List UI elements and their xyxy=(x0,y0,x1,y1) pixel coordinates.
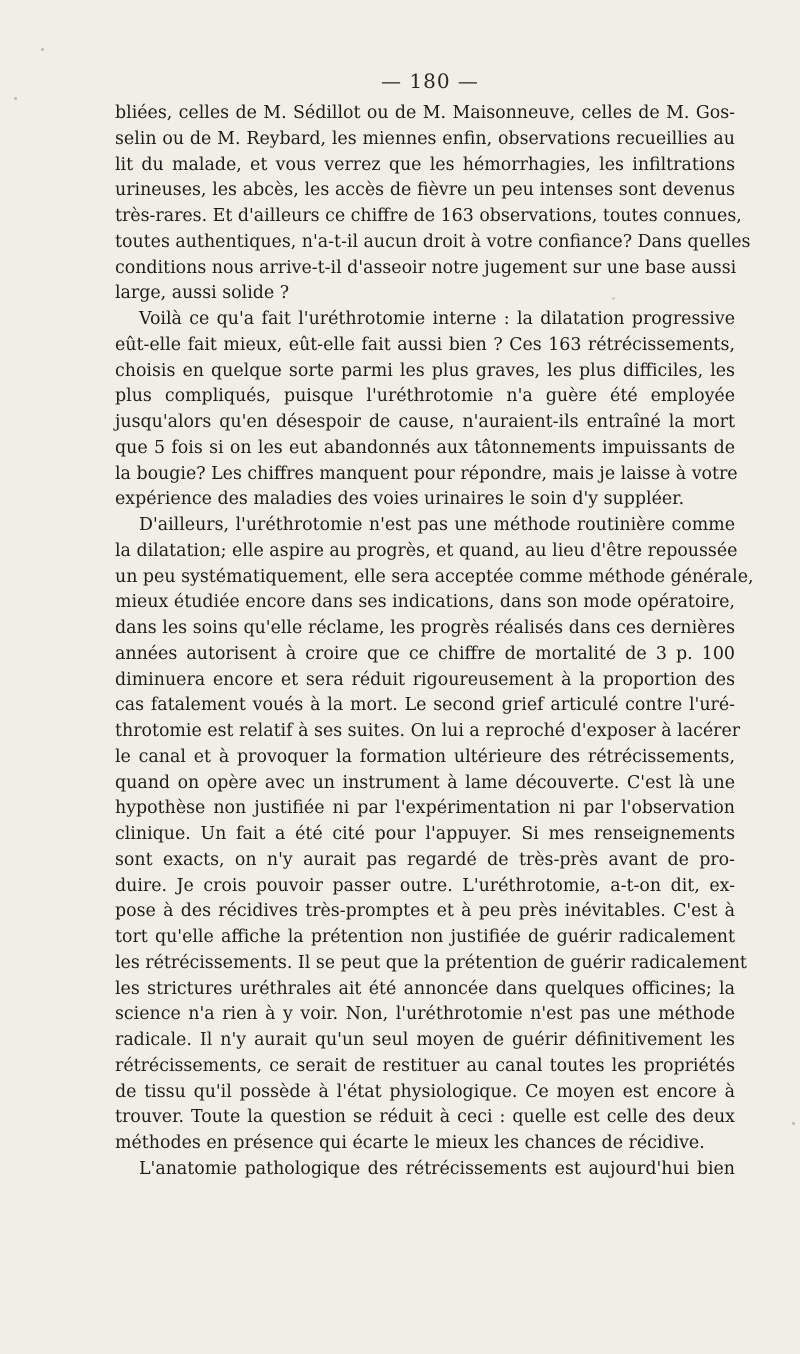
text-line-24: cas fatalement voués à la mort. Le second grief articulé contre l'uré- xyxy=(115,695,735,716)
text-line-36: science n'a rien à y voir. Non, l'uréthrotomie n'est pas une méthode xyxy=(115,1004,735,1025)
text-line-34: les rétrécissements. Il se peut que la prétention de guérir radicalement xyxy=(115,952,747,973)
text-line-26: le canal et à provoquer la formation ultérieure des rétrécissements, xyxy=(115,746,735,767)
text-line-1: bliées, celles de M. Sédillot ou de M. Maisonneuve, celles de M. Gos- xyxy=(115,103,735,123)
text-line-30: sont exacts, on n'y aurait pas regardé de très-près avant de pro- xyxy=(115,849,735,870)
page-number: — 180 — xyxy=(381,69,479,93)
paper-speck xyxy=(792,1122,795,1125)
text-line-6: toutes authentiques, n'a-t-il aucun droit à votre confiance? Dans quelles xyxy=(115,231,751,252)
text-line-32: pose à des récidives très-promptes et à peu près inévitables. C'est à xyxy=(115,901,735,922)
text-line-2: selin ou de M. Reybard, les miennes enfin, observations recueillies au xyxy=(115,128,735,149)
text-line-27: quand on opère avec un instrument à lame découverte. C'est là une xyxy=(115,772,735,793)
text-line-9: Voilà ce qu'a fait l'uréthrotomie interne : la dilatation progressive xyxy=(139,309,735,329)
paper-speck xyxy=(41,48,44,51)
text-line-23: diminuera encore et sera réduit rigoureusement à la proportion des xyxy=(115,669,735,690)
text-line-19: un peu systématiquement, elle sera acceptée comme méthode générale, xyxy=(115,566,754,587)
text-line-14: que 5 fois si on les eut abandonnés aux tâtonnements impuissants de xyxy=(115,437,735,458)
text-line-37: radicale. Il n'y aurait qu'un seul moyen de guérir définitivement les xyxy=(115,1030,735,1050)
text-line-31: duire. Je crois pouvoir passer outre. L'uréthrotomie, a-t-on dit, ex- xyxy=(115,875,735,896)
body-text xyxy=(115,101,754,1183)
text-line-38: rétrécissements, ce serait de restituer au canal toutes les propriétés xyxy=(115,1055,735,1076)
text-line-40: trouver. Toute la question se réduit à ceci : quelle est celle des deux xyxy=(115,1107,735,1128)
text-line-29: clinique. Un fait a été cité pour l'appuyer. Si mes renseignements xyxy=(115,824,735,844)
text-line-7: conditions nous arrive-t-il d'asseoir notre jugement sur une base aussi xyxy=(115,257,737,278)
text-line-12: plus compliqués, puisque l'uréthrotomie n'a guère été employée xyxy=(115,386,735,407)
text-line-16: expérience des maladies des voies urinaires le soin d'y suppléer. xyxy=(115,489,685,510)
text-line-17: D'ailleurs, l'uréthrotomie n'est pas une méthode routinière comme xyxy=(139,515,735,535)
text-line-25: throtomie est relatif à ses suites. On lui a reproché d'exposer à lacérer xyxy=(115,721,741,741)
text-line-22: années autorisent à croire que ce chiffre de mortalité de 3 p. 100 xyxy=(115,643,735,664)
text-line-4: urineuses, les abcès, les accès de fièvre un peu intenses sont devenus xyxy=(115,180,735,201)
text-line-3: lit du malade, et vous verrez que les hémorrhagies, les infiltrations xyxy=(115,154,735,175)
text-line-42: L'anatomie pathologique des rétrécissements est aujourd'hui bien xyxy=(139,1158,735,1179)
text-line-41: méthodes en présence qui écarte le mieux les chances de récidive. xyxy=(115,1133,705,1153)
text-line-13: jusqu'alors qu'en désespoir de cause, n'auraient-ils entraîné la mort xyxy=(115,412,735,432)
text-line-15: la bougie? Les chiffres manquent pour répondre, mais je laisse à votre xyxy=(115,463,738,484)
text-line-35: les strictures uréthrales ait été annoncée dans quelques officines; la xyxy=(115,978,735,999)
paper-speck xyxy=(612,297,615,300)
text-line-8: large, aussi solide ? xyxy=(115,283,290,304)
text-line-20: mieux étudiée encore dans ses indications, dans son mode opératoire, xyxy=(115,592,735,613)
text-line-39: de tissu qu'il possède à l'état physiologique. Ce moyen est encore à xyxy=(115,1081,735,1102)
text-line-5: très-rares. Et d'ailleurs ce chiffre de 163 observations, toutes connues, xyxy=(115,206,742,226)
text-line-28: hypothèse non justifiée ni par l'expérimentation ni par l'observation xyxy=(115,798,735,819)
text-line-11: choisis en quelque sorte parmi les plus graves, les plus difficiles, les xyxy=(115,360,735,381)
text-line-21: dans les soins qu'elle réclame, les progrès réalisés dans ces dernières xyxy=(115,618,735,638)
text-line-18: la dilatation; elle aspire au progrès, et quand, au lieu d'être repoussée xyxy=(115,540,738,561)
text-line-33: tort qu'elle affiche la prétention non justifiée de guérir radicalement xyxy=(115,927,735,947)
paper-speck xyxy=(703,264,706,267)
text-line-10: eût-elle fait mieux, eût-elle fait aussi bien ? Ces 163 rétrécissements, xyxy=(115,334,735,355)
paper-speck xyxy=(14,97,17,100)
